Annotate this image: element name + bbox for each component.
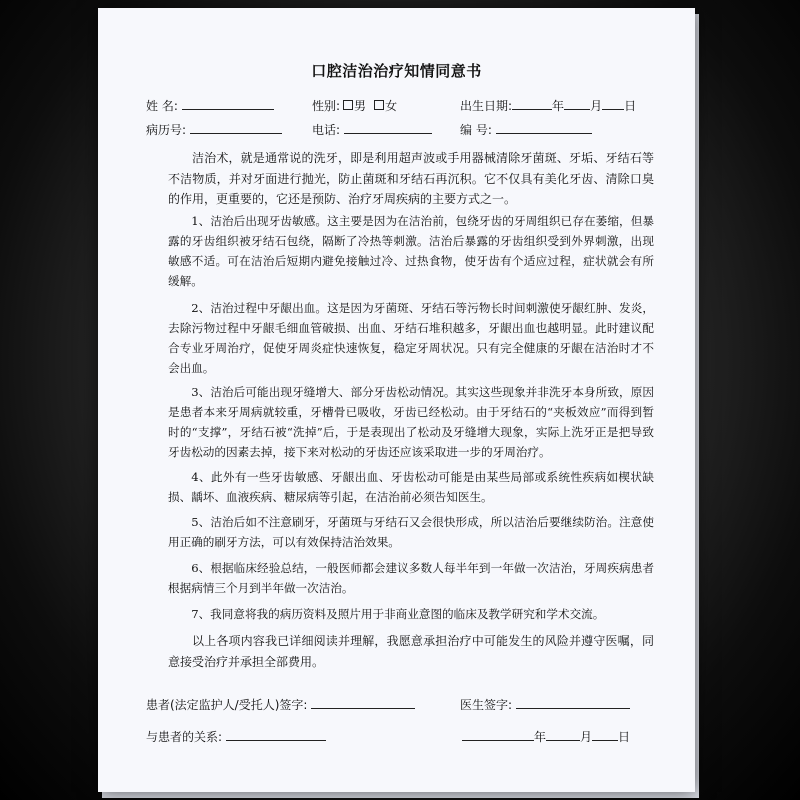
gender-field [312, 97, 397, 114]
dob-year-blank[interactable] [512, 98, 552, 110]
relation-blank[interactable] [226, 729, 326, 741]
item-6-section [168, 558, 654, 598]
item-paragraph: 4、此外有一些牙齿敏感、牙龈出血、牙齿松动可能是由某些局部或系统性疾病如楔状缺损、龋坏、血液疾病、糖尿病等引起，在洁治前必须告知医生。 [168, 470, 654, 504]
phone-blank[interactable] [344, 122, 432, 134]
item-5-section [168, 512, 654, 552]
item-paragraph: 1、洁治后出现牙齿敏感。这主要是因为在洁治前，包绕牙齿的牙周组织已存在萎缩，但暴露的牙齿组织被牙结石包绕，隔断了冷热等刺激。洁治后暴露的牙齿组织受到外界刺激，出现敏感不适。可在洁治后短期内避免接触过冷、过热食物，使牙齿有个适应过程，症状就会有所缓解。 [168, 214, 654, 288]
male-checkbox[interactable] [343, 100, 353, 110]
sign-month-blank[interactable] [546, 729, 580, 741]
record-blank[interactable] [190, 122, 282, 134]
intro-section [168, 148, 654, 210]
number-field [460, 121, 592, 138]
doctor-signature-field [460, 696, 630, 713]
item-paragraph: 7、我同意将我的病历资料及照片用于非商业意图的临床及教学研究和学术交流。 [191, 607, 605, 621]
male-label: 男 [354, 99, 367, 113]
patient-signature-field [146, 696, 415, 713]
relation-field [146, 728, 326, 745]
dob-year-label: 年 [552, 99, 565, 113]
sign-year-blank[interactable] [462, 729, 534, 741]
document-title: 口腔洁治治疗知情同意书 [311, 62, 482, 80]
record-field [146, 121, 282, 138]
phone-label: 电话: [312, 123, 341, 137]
item-7-section [168, 604, 654, 624]
sign-year-label: 年 [534, 730, 547, 744]
female-label: 女 [385, 99, 398, 113]
item-paragraph: 5、洁治后如不注意刷牙，牙菌斑与牙结石又会很快形成，所以洁治后要继续防治。注意使用正确的刷牙方法，可以有效保持洁治效果。 [168, 515, 654, 549]
item-2-section [168, 298, 654, 378]
closing-section [168, 631, 654, 672]
item-paragraph: 6、根据临床经验总结，一般医师都会建议多数人每半年到一年做一次洁治，牙周疾病患者根据病情三个月到半年做一次洁治。 [168, 561, 654, 595]
relation-label: 与患者的关系: [146, 730, 223, 744]
record-label: 病历号: [146, 123, 187, 137]
consent-form-page [98, 8, 695, 792]
closing-paragraph: 以上各项内容我已详细阅读并理解，我愿意承担治疗中可能发生的风险并遵守医嘱，同意接受治疗并承担全部费用。 [168, 634, 654, 669]
dob-field [460, 97, 636, 114]
dob-month-blank[interactable] [564, 98, 590, 110]
item-paragraph: 3、洁治后可能出现牙缝增大、部分牙齿松动情况。其实这些现象并非洗牙本身所致，原因是患者本来牙周病就较重，牙槽骨已吸收，牙齿已经松动。由于牙结石的“夹板效应”而得到暂时的“支撑”，牙结石被“洗掉”后，于是表现出了松动及牙缝增大现象，实际上洗牙正是把导致牙齿松动的因素去掉，接下来对松动的牙齿还应该采取进一步的牙周治疗。 [168, 385, 654, 459]
dob-day-blank[interactable] [602, 98, 624, 110]
intro-paragraph: 洁治术，就是通常说的洗牙，即是利用超声波或手用器械清除牙菌斑、牙垢、牙结石等不洁物质，并对牙面进行抛光，防止菌斑和牙结石再沉积。它不仅具有美化牙齿、清除口臭的作用，更重要的，它还是预防、治疗牙周疾病的主要方式之一。 [168, 151, 654, 206]
female-checkbox[interactable] [374, 100, 384, 110]
doctor-signature-label: 医生签字: [460, 698, 513, 712]
phone-field [312, 121, 432, 138]
number-label: 编 号: [460, 123, 492, 137]
item-4-section [168, 467, 654, 507]
item-paragraph: 2、洁治过程中牙龈出血。这是因为牙菌斑、牙结石等污物长时间刺激使牙龈红肿、发炎，去除污物过程中牙龈毛细血管破损、出血、牙结石堆积越多，牙龈出血也越明显。此时建议配合专业牙周治疗，促使牙周炎症快速恢复，稳定牙周状况。只有完全健康的牙龈在洁治时才不会出血。 [168, 301, 654, 375]
name-blank[interactable] [182, 98, 274, 110]
dob-day-label: 日 [624, 99, 637, 113]
doctor-signature-blank[interactable] [516, 697, 630, 709]
dob-label: 出生日期: [460, 99, 513, 113]
dob-month-label: 月 [590, 99, 603, 113]
number-blank[interactable] [496, 122, 592, 134]
name-field [146, 97, 274, 114]
item-3-section [168, 382, 654, 462]
gender-label: 性别: [312, 99, 341, 113]
sign-day-label: 日 [618, 730, 631, 744]
item-1-section [168, 211, 654, 291]
patient-signature-label: 患者(法定监护人/受托人)签字: [146, 698, 308, 712]
sign-date-field [462, 728, 630, 745]
name-label: 姓 名: [146, 99, 178, 113]
sign-month-label: 月 [580, 730, 593, 744]
sign-day-blank[interactable] [592, 729, 618, 741]
patient-signature-blank[interactable] [311, 697, 415, 709]
